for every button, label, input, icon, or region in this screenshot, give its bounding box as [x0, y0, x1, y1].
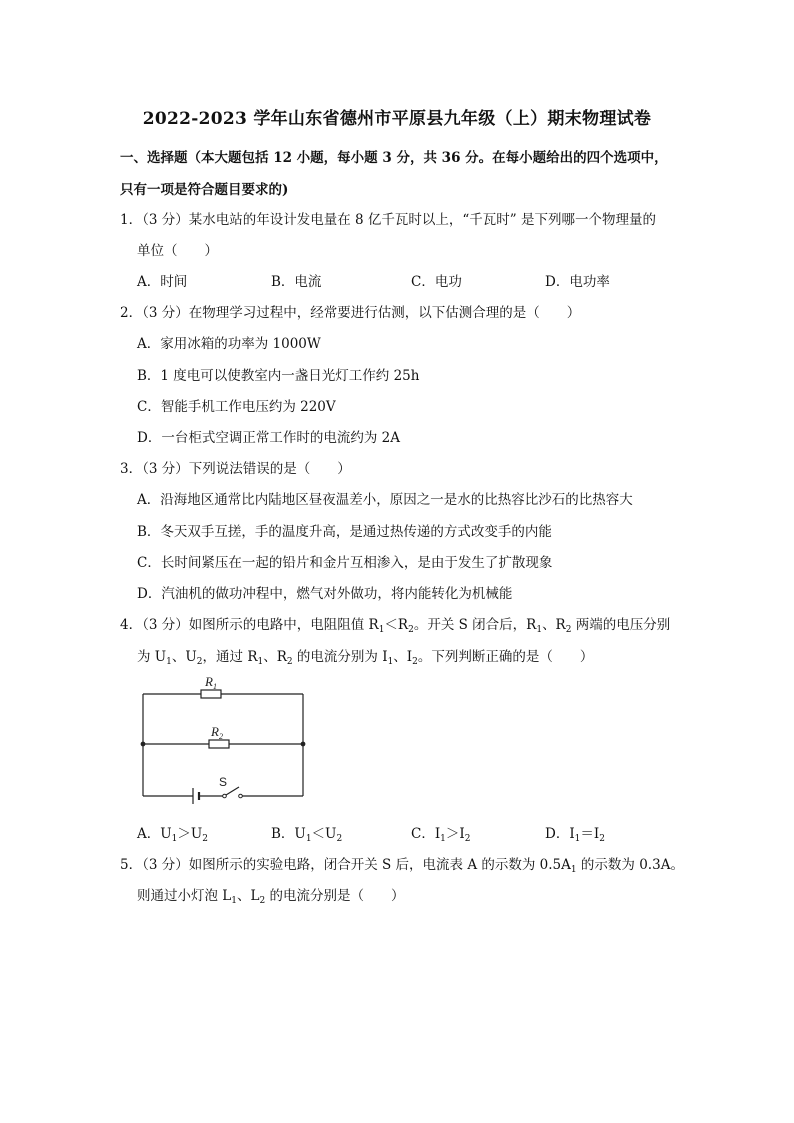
question-5-stem-line1	[120, 853, 684, 873]
subscript: 1	[305, 834, 312, 844]
resistor-r1	[201, 690, 221, 698]
subscript: 2	[408, 625, 414, 635]
question-3-stem: 3．（3 分）下列说法错误的是（ ）	[120, 461, 351, 477]
subscript: 2	[412, 657, 418, 667]
switch-contact-left	[223, 794, 227, 798]
question-1-stem-line2: 单位（ ）	[137, 243, 218, 259]
q5-text: 、L	[237, 888, 260, 904]
question-1-option-d[interactable]: D．电功率	[545, 274, 610, 290]
subscript: 1	[574, 834, 581, 844]
q4-text: 4．（3 分）如图所示的电路中，电阻阻值 R	[120, 617, 379, 633]
subscript: 2	[202, 834, 208, 844]
question-4-option-a[interactable]	[137, 822, 208, 842]
q4-text: 为 U	[137, 649, 167, 665]
question-4-option-d[interactable]	[545, 822, 605, 842]
subscript: 1	[378, 625, 385, 635]
question-1-stem-line1: 1．（3 分）某水电站的年设计发电量在 8 亿千瓦时以上，“千瓦时” 是下列哪一个物理量的	[120, 212, 656, 228]
question-1-option-b[interactable]: B．电流	[271, 274, 322, 290]
subscript: 1	[171, 834, 178, 844]
question-1-option-a[interactable]: A．时间	[137, 274, 188, 290]
subscript: 1	[570, 865, 577, 875]
resistor-r2	[209, 740, 229, 748]
option-text: D．I	[545, 826, 575, 842]
subscript: 1	[440, 834, 446, 844]
question-3-option-d[interactable]: D．汽油机的做功冲程中，燃气对外做功，将内能转化为机械能	[137, 586, 513, 602]
question-1-option-c[interactable]: C．电功	[411, 274, 462, 290]
question-4-stem-line2	[137, 645, 593, 665]
q5-text: 的电流分别是（ ）	[265, 888, 405, 904]
option-text: ＞U	[177, 826, 203, 842]
q4-text: ＜R	[384, 617, 409, 633]
subscript: 2	[196, 657, 203, 667]
subscript: 2	[336, 834, 343, 844]
subscript: 1	[387, 657, 394, 667]
subscript: 1	[257, 657, 264, 667]
section-heading-line2: 只有一项是符合题目要求的)	[120, 182, 289, 198]
question-5-stem-line2	[137, 884, 405, 904]
junction-left	[141, 742, 146, 747]
question-4-option-c[interactable]	[411, 822, 470, 842]
option-text: ＝I	[580, 826, 600, 842]
question-4-option-b[interactable]	[271, 822, 342, 842]
subscript: 2	[565, 625, 572, 635]
subscript: 1	[231, 896, 237, 906]
q4-text: 。下列判断正确的是（ ）	[417, 649, 594, 665]
subscript: 2	[259, 896, 266, 906]
question-2-stem: 2．（3 分）在物理学习过程中，经常要进行估测，以下估测合理的是（ ）	[120, 305, 581, 321]
q4-text: 、I	[393, 649, 413, 665]
q4-text: 的电流分别为 I	[292, 649, 388, 665]
question-2-option-c[interactable]: C．智能手机工作电压约为 220V	[137, 399, 336, 415]
q4-text: 、U	[171, 649, 197, 665]
subscript: 1	[536, 625, 543, 635]
q4-text: 、R	[263, 649, 287, 665]
switch-contact-right	[239, 794, 243, 798]
q4-text: 。开关 S 闭合后，R	[413, 617, 537, 633]
page-title: 2022-2023 学年山东省德州市平原县九年级（上）期末物理试卷	[142, 109, 652, 129]
question-2-option-a[interactable]: A．家用冰箱的功率为 1000W	[137, 336, 321, 352]
label-switch: S	[219, 775, 228, 789]
question-2-option-d[interactable]: D．一台柜式空调正常工作时的电流约为 2A	[137, 430, 400, 446]
option-text: ＜U	[311, 826, 337, 842]
q5-text: 的示数为 0.3A。	[576, 857, 684, 873]
option-text: B．U	[271, 826, 306, 842]
question-3-option-a[interactable]: A．沿海地区通常比内陆地区昼夜温差小，原因之一是水的比热容比沙石的比热容大	[137, 492, 633, 508]
subscript: 2	[599, 834, 605, 844]
subscript: 1	[166, 657, 172, 667]
q4-text: 两端的电压分别	[571, 617, 671, 633]
subscript: 2	[286, 657, 293, 667]
q5-text: 5．（3 分）如图所示的实验电路，闭合开关 S 后，电流表 A 的示数为 0.5A	[120, 857, 571, 873]
label-r2: $R_2$	[211, 724, 223, 741]
option-text: A．U	[137, 826, 172, 842]
question-3-option-b[interactable]: B．冬天双手互搓，手的温度升高，是通过热传递的方式改变手的内能	[137, 524, 552, 540]
q4-text: 、R	[542, 617, 566, 633]
subscript: 2	[464, 834, 471, 844]
switch-blade	[226, 787, 239, 795]
label-r1: $R_1$	[205, 674, 217, 691]
q5-text: 则通过小灯泡 L	[137, 888, 232, 904]
q4-text: ，通过 R	[202, 649, 258, 665]
circuit-diagram	[135, 668, 315, 808]
section-heading-line1: 一、选择题（本大题包括 12 小题，每小题 3 分，共 36 分。在每小题给出的四个选项中，	[120, 150, 668, 166]
question-3-option-c[interactable]: C．长时间紧压在一起的铅片和金片互相渗入，是由于发生了扩散现象	[137, 555, 553, 571]
option-text: ＞I	[445, 826, 465, 842]
question-2-option-b[interactable]: B．1 度电可以使教室内一盏日光灯工作约 25h	[137, 368, 420, 384]
junction-right	[301, 742, 306, 747]
option-text: C．I	[411, 826, 441, 842]
question-4-stem-line1	[120, 613, 670, 633]
